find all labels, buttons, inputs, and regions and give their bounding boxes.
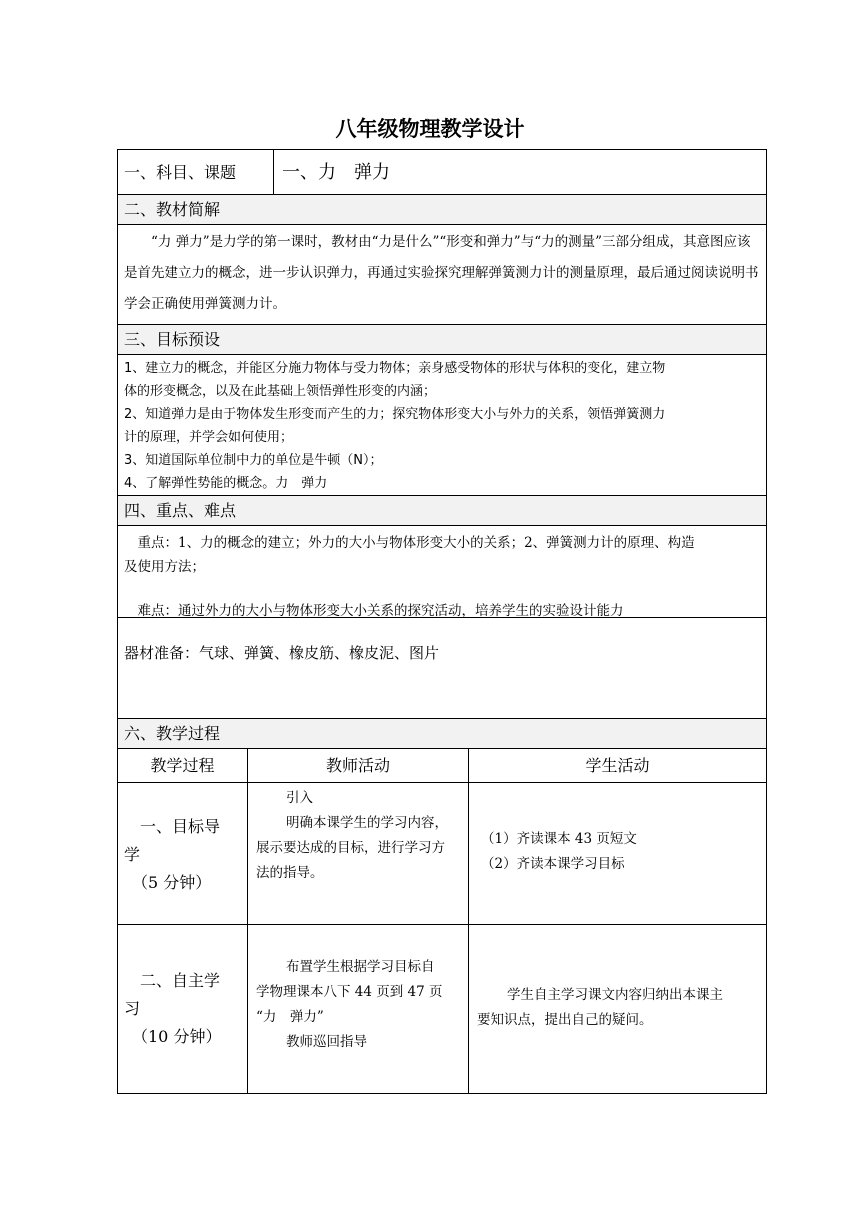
- textbook-line: 量原理，最后通过阅读说明书学会正确使用弹簧测力计。: [124, 265, 759, 312]
- subject-row: [118, 150, 766, 195]
- focus-line: 重点：1、力的概念的建立；外力的大小与物体形变大小的关系；2、弹簧测力计的原理、构造: [124, 535, 695, 551]
- goal-line: 3、知道国际单位制中力的单位是牛顿（N）；: [124, 453, 383, 468]
- keypoints-header: 四、重点、难点: [118, 496, 766, 526]
- page-title: 八年级物理教学设计: [335, 117, 525, 141]
- column-header-teacher: 教师活动: [248, 749, 469, 782]
- textbook-paragraph: [118, 225, 766, 320]
- process-row: [118, 783, 766, 925]
- goals-header: 三、目标预设: [118, 325, 766, 355]
- goals-list: [118, 355, 766, 495]
- textbook-line: 组成，其意图应该是首先建立力的概念，进一步认识弹力，再通过实验探究理解弹簧测力计的测: [124, 234, 751, 281]
- textbook-section: [118, 225, 766, 325]
- lesson-plan-table: [117, 149, 767, 1094]
- teacher-cell: [248, 783, 469, 924]
- textbook-line: “力 弹力”是力学的第一课时，教材由“力是什么”“形变和弹力”与“力的测量”三部分: [151, 234, 643, 250]
- teacher-text: 教师巡回指导: [286, 1034, 367, 1050]
- step-text: 二、自主学: [124, 971, 221, 990]
- student-text: （2）齐读本课学习目标: [481, 856, 625, 872]
- step-cell: [118, 783, 248, 924]
- student-text: 学生自主学习课文内容归纳出本课主: [507, 987, 723, 1003]
- goal-line: 计的原理，并学会如何使用；: [124, 430, 294, 445]
- process-column-headers: [118, 749, 766, 783]
- step-text: 习: [124, 999, 141, 1018]
- goal-line: 2、知道弹力是由于物体发生形变而产生的力；探究物体形变大小与外力的关系，领悟弹簧测力: [124, 407, 666, 422]
- student-text: 要知识点，提出自己的疑问。: [477, 1012, 653, 1028]
- process-header: 六、教学过程: [118, 719, 766, 749]
- subject-value: 一、力 弹力: [282, 162, 390, 183]
- student-cell: [469, 925, 766, 1093]
- column-header-step: 教学过程: [118, 749, 248, 782]
- step-cell: [118, 925, 248, 1093]
- process-row: [118, 925, 766, 1093]
- equipment-section: [118, 618, 766, 719]
- textbook-header: 二、教材简解: [118, 195, 766, 225]
- goal-line: 1、建立力的概念，并能区分施力物体与受力物体；亲身感受物体的形状与体积的变化，建立物: [124, 361, 666, 376]
- teacher-text: 学物理课本八下 44 页到 47 页: [256, 984, 443, 1000]
- keypoints-section: [118, 526, 766, 618]
- subject-label: 一、科目、课题: [118, 150, 274, 194]
- teacher-text: 法的指导。: [256, 865, 324, 881]
- teacher-text: 布置学生根据学习目标自: [286, 959, 435, 975]
- focus-line: 及使用方法；: [124, 559, 205, 575]
- teacher-text: 引入: [286, 790, 313, 806]
- student-text: （1）齐读课本 43 页短文: [481, 831, 637, 847]
- goal-line: 体的形变概念，以及在此基础上领悟弹性形变的内涵；: [124, 384, 437, 399]
- step-duration: （10 分钟）: [124, 1027, 222, 1046]
- step-text: 一、目标导: [124, 817, 221, 836]
- teacher-text: 展示要达成的目标，进行学习方: [256, 840, 445, 856]
- teacher-cell: [248, 925, 469, 1093]
- goals-section: [118, 355, 766, 496]
- column-header-student: 学生活动: [585, 756, 650, 775]
- goal-line: 4、了解弹性势能的概念。力 弹力: [124, 476, 328, 491]
- teacher-text: 明确本课学生的学习内容，: [286, 815, 448, 831]
- equipment-text: 器材准备：气球、弹簧、橡皮筋、橡皮泥、图片: [124, 644, 440, 662]
- student-cell: [469, 783, 766, 924]
- difficulty-line: 难点：通过外力的大小与物体形变大小关系的探究活动，培养学生的实验设计能力: [124, 603, 624, 619]
- teacher-text: “力 弹力”: [256, 1009, 324, 1025]
- step-text: 学: [124, 845, 141, 864]
- step-duration: （5 分钟）: [124, 873, 212, 892]
